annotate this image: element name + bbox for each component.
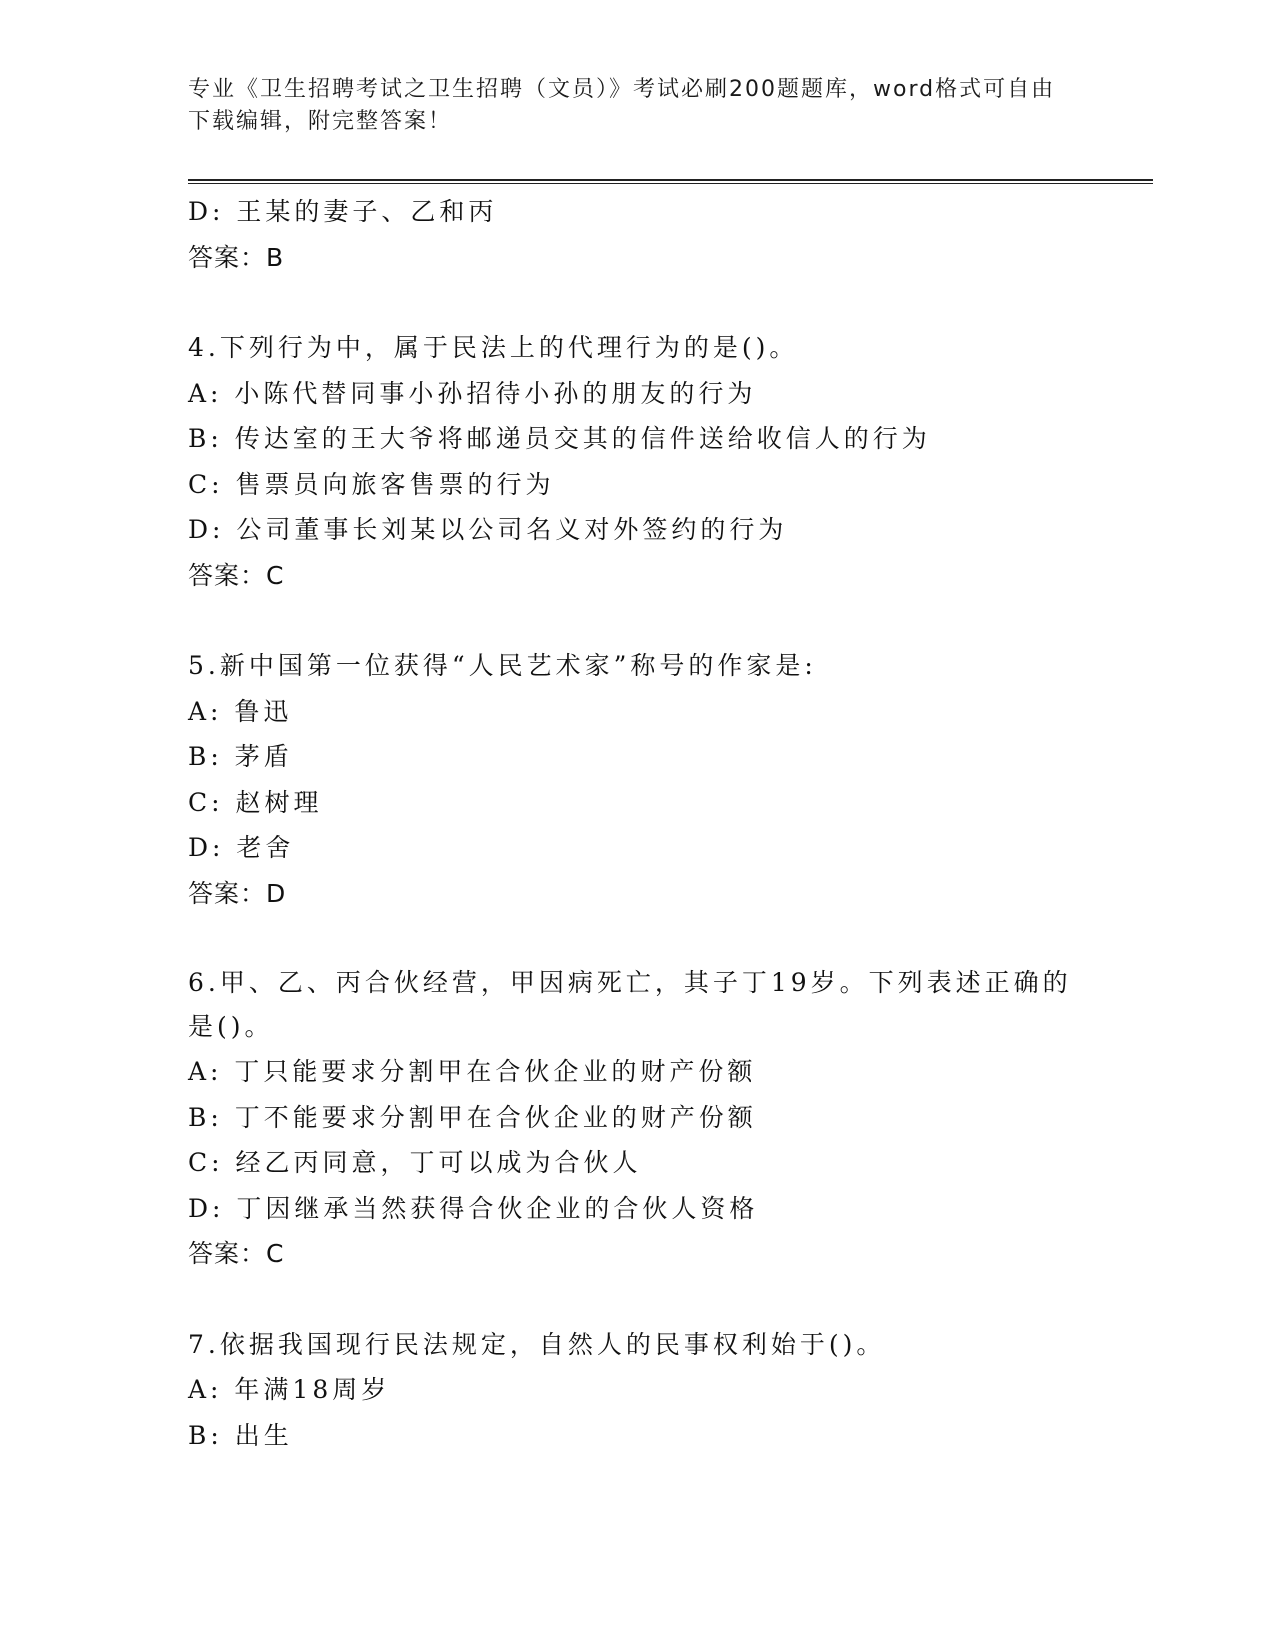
q4-option-c: C: 售票员向旅客售票的行为 [188, 469, 555, 499]
q6-option-c: C: 经乙丙同意，丁可以成为合伙人 [188, 1148, 642, 1177]
q7-stem: 7.依据我国现行民法规定，自然人的民事权利始于()。 [188, 1329, 886, 1359]
q5-answer: 答案：D [188, 878, 287, 908]
q6-answer: 答案：C [188, 1239, 285, 1268]
q3-option-d: D: 王某的妻子、乙和丙 [188, 197, 498, 226]
q5-option-c: C: 赵树理 [188, 787, 323, 817]
q7-option-b: B: 出生 [188, 1420, 293, 1450]
spacer [188, 1277, 1088, 1322]
spacer [188, 280, 1088, 325]
q5-option-d: D: 老舍 [188, 833, 295, 862]
q4-option-a: A: 小陈代替同事小孙招待小孙的朋友的行为 [188, 378, 757, 408]
q6-option-b: B: 丁不能要求分割甲在合伙企业的财产份额 [188, 1102, 757, 1132]
header-rule-thin [188, 183, 1153, 184]
q5-stem: 5.新中国第一位获得“人民艺术家”称号的作家是: [188, 651, 817, 680]
q6-stem: 6.甲、乙、丙合伙经营，甲因病死亡，其子丁19岁。下列表述正确的是()。 [188, 968, 1072, 1041]
spacer [188, 916, 1088, 961]
q5-option-a: A: 鲁迅 [188, 696, 293, 726]
q6-option-a: A: 丁只能要求分割甲在合伙企业的财产份额 [188, 1057, 757, 1086]
header-rule-thick [188, 179, 1153, 181]
q4-option-b: B: 传达室的王大爷将邮递员交其的信件送给收信人的行为 [188, 424, 931, 453]
q4-answer: 答案：C [188, 560, 285, 590]
q6-option-d: D: 丁因继承当然获得合伙企业的合伙人资格 [188, 1193, 759, 1223]
q4-stem: 4.下列行为中，属于民法上的代理行为的是()。 [188, 333, 799, 362]
question-list [188, 189, 1088, 1458]
q7-option-a: A: 年满18周岁 [188, 1375, 391, 1404]
q5-option-b: B: 茅盾 [188, 742, 293, 771]
document-header: 专业《卫生招聘考试之卫生招聘（文员）》考试必刷200题题库，word格式可自由下载编辑，附完整答案！ [188, 77, 1056, 134]
spacer [188, 598, 1088, 643]
q4-option-d: D: 公司董事长刘某以公司名义对外签约的行为 [188, 515, 788, 544]
q3-answer: 答案：B [188, 242, 285, 272]
